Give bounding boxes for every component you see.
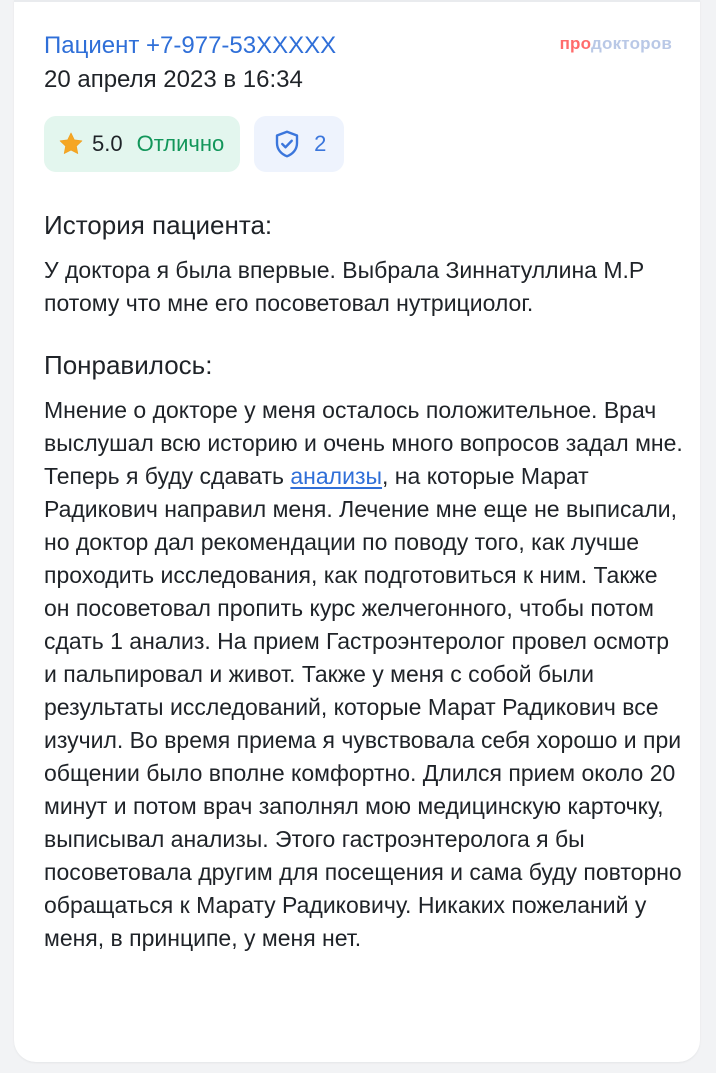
rating-value: 5.0: [92, 131, 123, 156]
divider: [14, 0, 700, 2]
brand-logo[interactable]: [560, 34, 672, 54]
text-before-link: Мнение о докторе у меня осталось положительное. Врач выслушал всю историю и очень много вопросов задал мне. Теперь я буду сдавать: [44, 397, 683, 489]
section-liked: [44, 348, 684, 955]
verification-count: 2: [314, 131, 327, 156]
section-history: [44, 208, 684, 320]
text-after-link: , на которые Марат Радикович направил меня. Лечение мне еще не выписали, но доктор дал рекомендации по поводу того, как лучше проходить исследования, как подготовиться к ним. Также он посоветовал пропить курс желчегонного, чтобы потом сдать 1 анализ. На прием Гастроэнтеролог провел осмотр и пальпировал и живот. Также у меня с собой были результаты исследований, которые Марат Радикович все изучил. Во время приема я чувствовала себя хорошо и при общении было вполне комфортно. Длился прием около 20 минут и потом врач заполнял мою медицинскую карточку, выписывал анализы. Этого гастроэнтеролога я бы посоветовала другим для посещения и сама буду повторно обращаться к Марату Радиковичу. Никаких пожеланий у меня, в принципе, у меня нет.: [44, 463, 682, 951]
rating-label: Отлично: [136, 131, 225, 156]
section-title: История пациента:: [44, 210, 273, 240]
rating-badge[interactable]: [44, 116, 240, 172]
review-header: [44, 30, 672, 96]
review-date: 20 апреля 2023 в 16:34: [44, 66, 303, 93]
shield-check-icon: [272, 129, 302, 159]
star-icon: [58, 131, 84, 157]
review-card: [14, 0, 700, 1062]
section-text: [44, 394, 684, 955]
analyses-link[interactable]: анализы: [290, 463, 383, 489]
review-content: [44, 208, 684, 955]
brand-logo-part1: про: [559, 34, 591, 53]
section-title: Понравилось:: [44, 350, 213, 380]
review-badges: [44, 116, 344, 172]
brand-logo-part2: докторов: [591, 34, 672, 53]
verification-badge[interactable]: [254, 116, 344, 172]
section-text: У доктора я была впервые. Выбрала Зиннатуллина М.Р потому что мне его посоветовал нутрициолог.: [44, 257, 645, 316]
author-link[interactable]: Пациент +7-977-53XXXXX: [44, 32, 337, 59]
